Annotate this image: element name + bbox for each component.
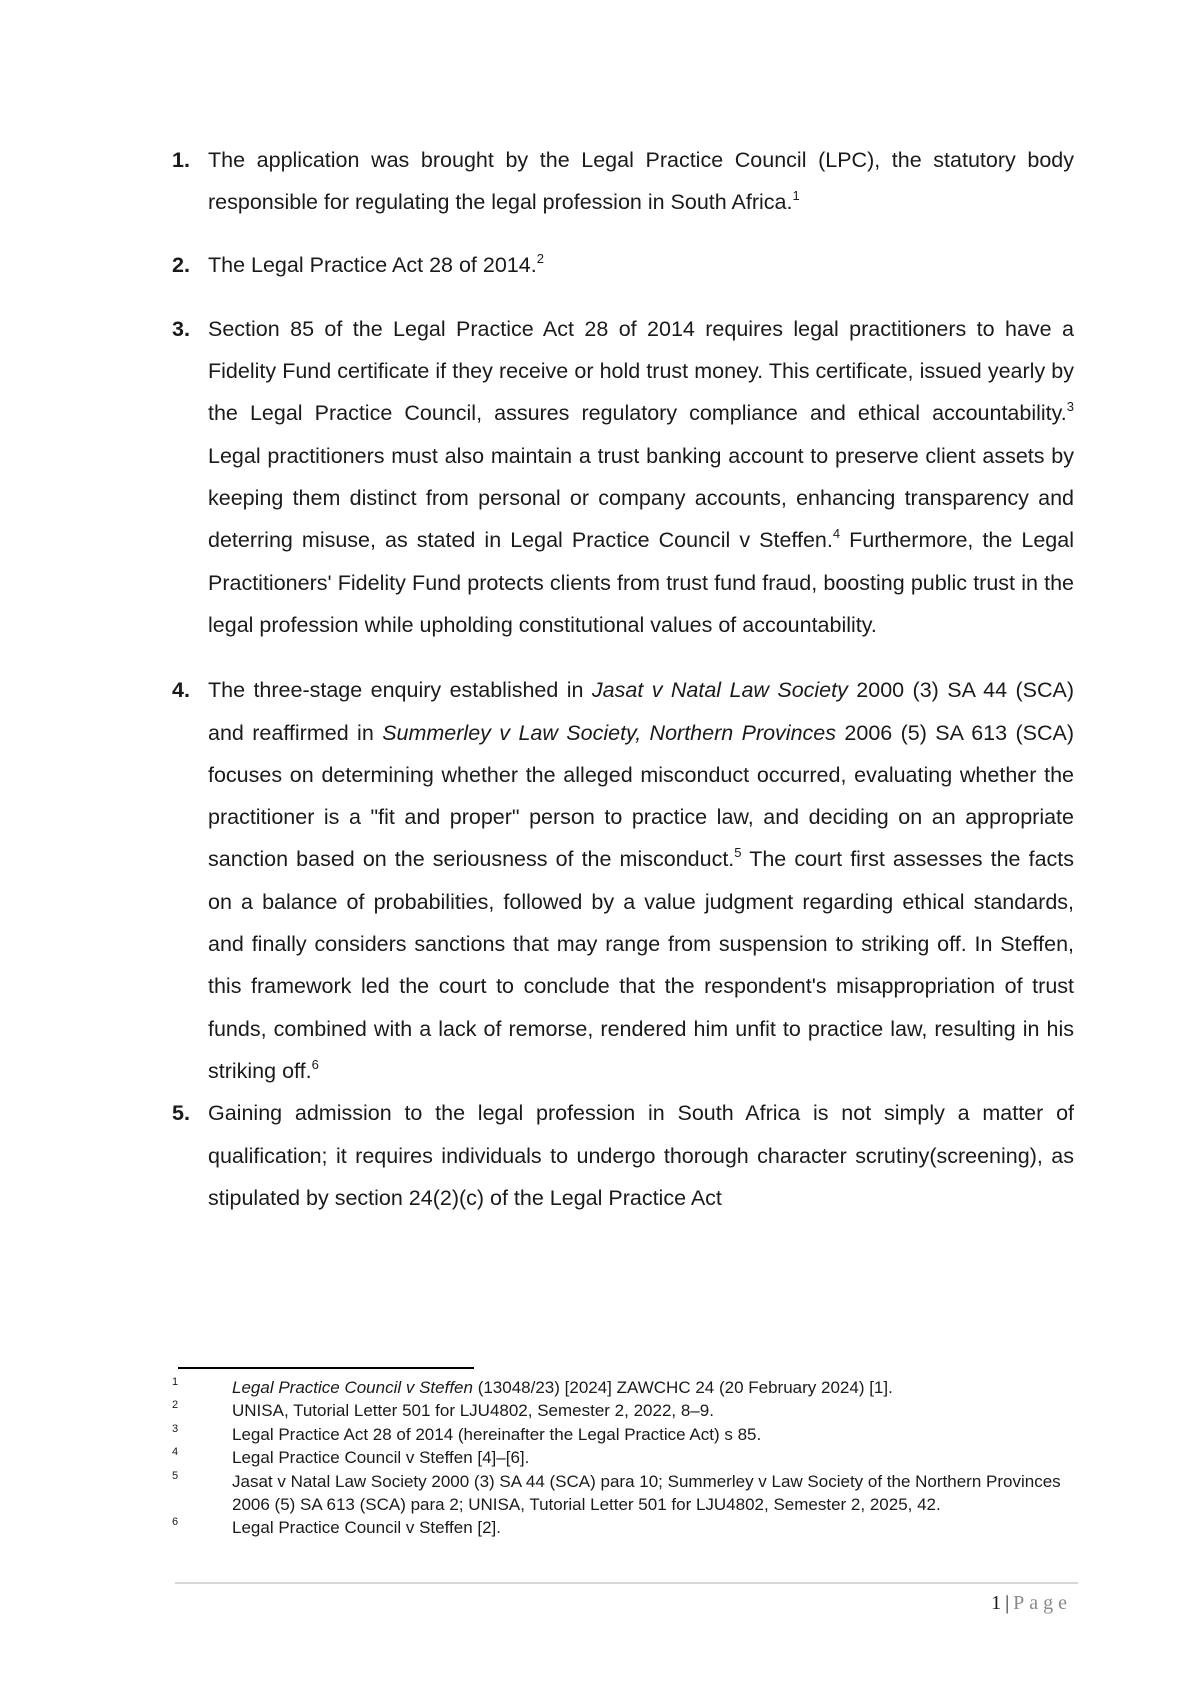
- case-name: Legal Practice Council v Steffen: [232, 1378, 473, 1397]
- paragraph-text: Gaining admission to the legal profession in South Africa is not simply a matter of qualification; it requires individuals to undergo thorough character scrutiny(screening), as stipulated by section 24(2)(c) of the Legal Practice Act: [208, 1101, 1074, 1210]
- footnote: [170, 1399, 1074, 1422]
- footnote-text: Legal Practice Council v Steffen [2].: [232, 1518, 502, 1538]
- paragraph-number: 4.: [172, 678, 190, 703]
- paragraph-4: [172, 669, 1074, 1092]
- footnote-marker: 3: [172, 1422, 179, 1435]
- footnote: [170, 1470, 1074, 1517]
- footnote-marker: 4: [172, 1446, 179, 1459]
- footnote-reference[interactable]: 1: [792, 188, 800, 204]
- footnote-reference[interactable]: 4: [832, 526, 841, 542]
- page-label: Page: [1013, 1592, 1072, 1614]
- paragraph-text: The three-stage enquiry established in: [208, 678, 592, 703]
- paragraph-number: 5.: [172, 1101, 190, 1126]
- footnote: [170, 1516, 1074, 1539]
- paragraph-3: [172, 308, 1074, 646]
- paragraph-text: Section 85 of the Legal Practice Act 28 of 2014 requires legal practitioners to have a Fidelity Fund certificate if they receive or hold trust money. This certificate, issued yearly by the Legal Practice Council, assures regulatory compliance and ethical accountability.: [208, 316, 1074, 426]
- numbered-paragraph-list: [172, 139, 1074, 1219]
- footnote-marker: 2: [172, 1399, 179, 1412]
- footnote: [170, 1423, 1074, 1446]
- paragraph-text: 2006 (5) SA 613 (SCA) focuses on determining whether the alleged misconduct occurred, evaluating whether the practitioner is a "fit and proper" person to practice law, and deciding on an appropriate sanction based on the seriousness of the misconduct.: [208, 720, 1074, 872]
- paragraph-2: [172, 244, 1074, 286]
- footnote-reference[interactable]: 2: [536, 250, 544, 266]
- footnote-text: UNISA, Tutorial Letter 501 for LJU4802, Semester 2, 2022, 8–9.: [232, 1401, 714, 1421]
- footnote-reference[interactable]: 5: [734, 845, 742, 861]
- paragraph-number: 2.: [172, 252, 190, 277]
- footnote-reference[interactable]: 6: [311, 1056, 319, 1072]
- paragraph-number: 1.: [172, 148, 190, 172]
- footnote: [170, 1376, 1074, 1399]
- footnote-text: Legal Practice Council v Steffen [4]–[6].: [232, 1448, 530, 1468]
- footnote-list: [170, 1376, 1074, 1540]
- paragraph-number: 3.: [172, 316, 190, 341]
- paragraph-text: Furthermore, the Legal Practitioners' Fidelity Fund protects clients from trust fund fraud, boosting public trust in the legal profession while upholding constitutional values of accountability.: [208, 528, 1075, 637]
- footnote-text: (13048/23) [2024] ZAWCHC 24 (20 February 2024) [1].: [472, 1378, 893, 1397]
- footnote-text: Legal Practice Act 28 of 2014 (hereinafter the Legal Practice Act) s 85.: [232, 1424, 762, 1444]
- case-name: Jasat v Natal Law Society: [591, 678, 848, 703]
- paragraph-text: Legal practitioners must also maintain a trust banking account to preserve client assets by keeping them distinct from personal or company accounts, enhancing transparency and deterring misuse, as stated in Legal Practice Council v Steffen.: [208, 443, 1074, 553]
- page-number: 1: [991, 1592, 1002, 1614]
- paragraph-text: 2000 (3) SA 44 (SCA) and reaffirmed in: [208, 678, 1074, 745]
- footnote-marker: 5: [172, 1469, 179, 1482]
- paragraph-text: The court first assesses the facts on a balance of probabilities, followed by a value judgment regarding ethical standards, and finally considers sanctions that may range from suspension to striking off. In Steffen, this framework led the court to conclude that the respondent's misappropriation of trust funds, combined with a lack of remorse, rendered him unfit to practice law, resulting in his striking off.: [208, 847, 1074, 1083]
- paragraph-text: The Legal Practice Act 28 of 2014.: [208, 252, 537, 277]
- footnote-marker: 6: [172, 1516, 179, 1529]
- paragraph-1: [172, 139, 1074, 224]
- footnote-reference[interactable]: 3: [1066, 399, 1074, 415]
- case-name: Summerley v Law Society, Northern Provinces: [382, 720, 837, 745]
- footnote: [170, 1446, 1074, 1469]
- paragraph-5: [172, 1092, 1074, 1219]
- paragraph-text: The application was brought by the Legal Practice Council (LPC), the statutory body responsible for regulating the legal profession in South Africa.: [208, 148, 1074, 215]
- page-footer: [991, 1591, 1072, 1615]
- footer-separator: |: [1005, 1592, 1010, 1614]
- footnote-marker: 1: [172, 1376, 179, 1388]
- footnote-text: Jasat v Natal Law Society 2000 (3) SA 44 (SCA) para 10; Summerley v Law Society of the Northern Provinces 2006 (5) SA 613 (SCA) para 2; UNISA, Tutorial Letter 501 for LJU4802, Semester 2, 2025, 42.: [232, 1471, 1061, 1515]
- footnote-separator: [178, 1367, 474, 1369]
- footer-divider: [175, 1582, 1078, 1584]
